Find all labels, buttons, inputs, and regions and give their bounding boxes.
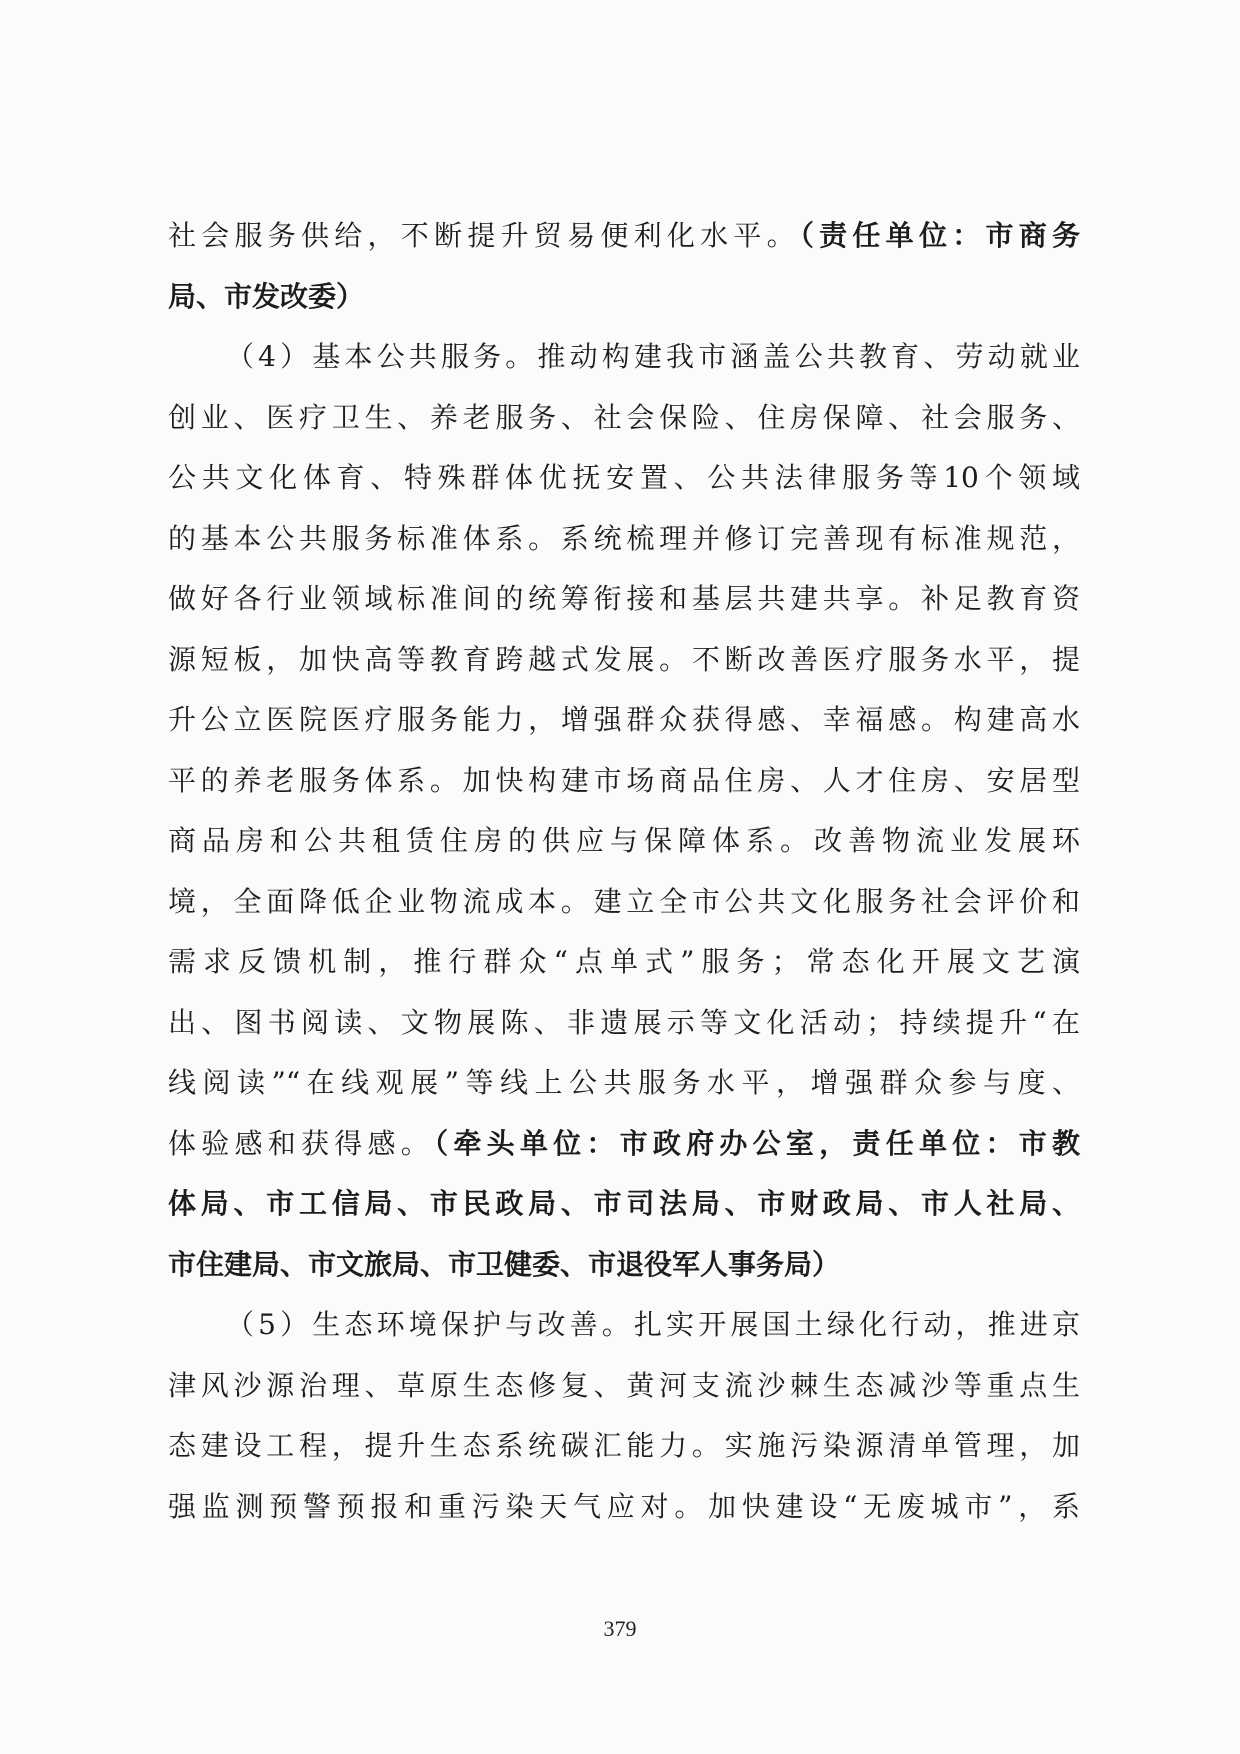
text-line (168, 1053, 1080, 1114)
text-line (168, 993, 1080, 1054)
text-line (168, 751, 1080, 812)
line-text: （4）基本公共服务。推动构建我市涵盖公共教育、劳动就业 (226, 340, 1080, 373)
line-text: 体验感和获得感。 (168, 1126, 435, 1160)
line-text: 升公立医院医疗服务能力，增强群众获得感、幸福感。构建高水 (168, 703, 1080, 736)
text-line (168, 327, 1080, 388)
text-line (168, 267, 1080, 328)
line-text: 强监测预警预报和重污染天气应对。加快建设“无废城市”，系 (168, 1489, 1080, 1523)
line-text: 创业、医疗卫生、养老服务、社会保险、住房保障、社会服务、 (168, 400, 1080, 434)
text-line (168, 811, 1080, 872)
text-line (168, 932, 1080, 993)
text-line (168, 448, 1080, 509)
text-line (168, 1114, 1080, 1175)
body-text (168, 206, 1080, 1537)
line-text: 做好各行业领域标准间的统筹衔接和基层共建共享。补足教育资 (168, 582, 1080, 615)
line-text: 社会服务供给，不断提升贸易便利化水平。 (168, 219, 800, 252)
responsible-unit-text: 局、市发改委） (168, 279, 365, 313)
line-text: 商品房和公共租赁住房的供应与保障体系。改善物流业发展环 (168, 824, 1080, 857)
line-text: 境，全面降低企业物流成本。建立全市公共文化服务社会评价和 (168, 884, 1080, 918)
text-line (168, 630, 1080, 691)
text-line (168, 690, 1080, 751)
line-text: 态建设工程，提升生态系统碳汇能力。实施污染源清单管理，加 (168, 1429, 1080, 1462)
text-line (168, 1174, 1080, 1235)
line-text: 津风沙源治理、草原生态修复、黄河支流沙棘生态减沙等重点生 (168, 1368, 1080, 1402)
text-line (168, 509, 1080, 570)
text-line (168, 1477, 1080, 1538)
text-line (168, 388, 1080, 449)
responsible-unit-text: （牵头单位：市政府办公室，责任单位：市教 (434, 1126, 1080, 1160)
responsible-unit-text: 市住建局、市文旅局、市卫健委、市退役军人事务局） (168, 1247, 841, 1281)
text-line (168, 1356, 1080, 1417)
text-line (168, 569, 1080, 630)
responsible-unit-text: 体局、市工信局、市民政局、市司法局、市财政局、市人社局、 (168, 1187, 1080, 1220)
text-line (168, 872, 1080, 933)
line-text: （5）生态环境保护与改善。扎实开展国土绿化行动，推进京 (226, 1308, 1080, 1341)
page-number: 379 (603, 1616, 637, 1641)
line-text: 的基本公共服务标准体系。系统梳理并修订完善现有标准规范， (168, 521, 1080, 555)
text-line (168, 1235, 1080, 1296)
line-text: 线阅读”“在线观展”等线上公共服务水平，增强群众参与度、 (168, 1066, 1080, 1099)
line-text: 公共文化体育、特殊群体优抚安置、公共法律服务等10个领域 (168, 461, 1080, 494)
line-text: 出、图书阅读、文物展陈、非遗展示等文化活动；持续提升“在 (168, 1005, 1080, 1039)
text-line (168, 1295, 1080, 1356)
line-text: 源短板，加快高等教育跨越式发展。不断改善医疗服务水平，提 (168, 642, 1080, 676)
line-text: 需求反馈机制，推行群众“点单式”服务；常态化开展文艺演 (168, 945, 1080, 978)
responsible-unit-text: （责任单位：市商务 (799, 219, 1080, 252)
text-line (168, 1416, 1080, 1477)
text-line (168, 206, 1080, 267)
line-text: 平的养老服务体系。加快构建市场商品住房、人才住房、安居型 (168, 763, 1080, 797)
